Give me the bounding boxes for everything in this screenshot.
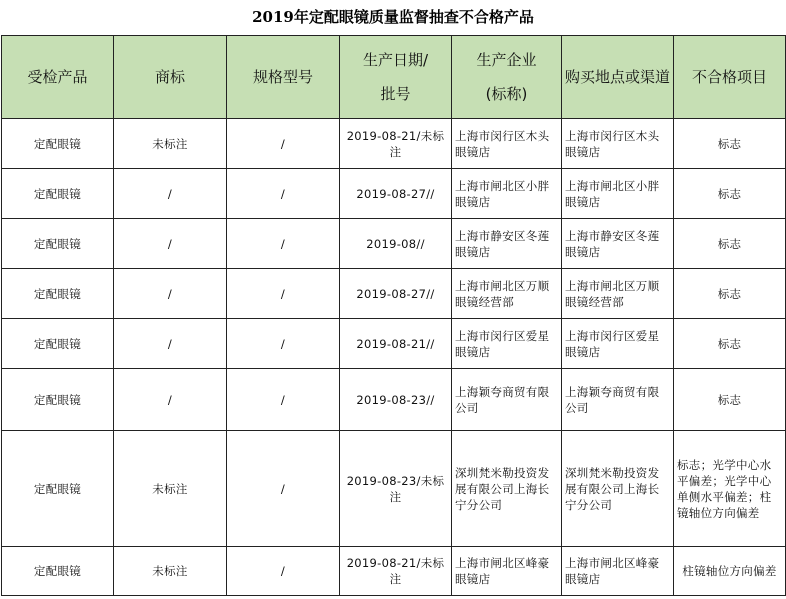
table-row (2, 119, 786, 169)
header-date-line2: 批号 (380, 85, 411, 103)
table-row (2, 219, 786, 269)
cell-date: 2019-08-21/未标注 (340, 547, 452, 596)
cell-issue: 柱镜轴位方向偏差 (674, 547, 786, 596)
cell-spec: / (227, 431, 340, 547)
cell-product: 定配眼镜 (2, 219, 114, 269)
cell-issue: 标志 (674, 169, 786, 219)
cell-product: 定配眼镜 (2, 547, 114, 596)
cell-maker: 上海市闵行区爱星眼镜店 (452, 319, 562, 369)
cell-spec: / (227, 547, 340, 596)
cell-maker: 上海市闸北区万顺眼镜经营部 (452, 269, 562, 319)
cell-maker: 上海市静安区冬莲眼镜店 (452, 219, 562, 269)
nonconforming-products-table (1, 35, 786, 596)
cell-channel: 上海市静安区冬莲眼镜店 (562, 219, 674, 269)
cell-spec: / (227, 269, 340, 319)
cell-brand: 未标注 (114, 431, 227, 547)
cell-date: 2019-08-23// (340, 369, 452, 431)
cell-issue: 标志；光学中心水平偏差；光学中心单侧水平偏差；柱镜轴位方向偏差 (674, 431, 786, 547)
cell-product: 定配眼镜 (2, 169, 114, 219)
header-issue: 不合格项目 (674, 36, 786, 119)
table-row (2, 369, 786, 431)
cell-brand: / (114, 169, 227, 219)
header-spec: 规格型号 (227, 36, 340, 119)
cell-product: 定配眼镜 (2, 369, 114, 431)
header-date-line1: 生产日期/ (362, 51, 429, 69)
table-row (2, 547, 786, 596)
header-brand: 商标 (114, 36, 227, 119)
cell-brand: / (114, 369, 227, 431)
cell-channel: 上海市闸北区峰豪眼镜店 (562, 547, 674, 596)
cell-channel: 上海市闵行区木头眼镜店 (562, 119, 674, 169)
table-row (2, 169, 786, 219)
cell-maker: 深圳梵米勒投资发展有限公司上海长宁分公司 (452, 431, 562, 547)
cell-channel: 深圳梵米勒投资发展有限公司上海长宁分公司 (562, 431, 674, 547)
cell-maker: 上海市闸北区小胖眼镜店 (452, 169, 562, 219)
header-maker-line1: 生产企业 (476, 51, 537, 69)
cell-date: 2019-08-27// (340, 169, 452, 219)
cell-spec: / (227, 369, 340, 431)
header-date (340, 36, 452, 119)
cell-brand: 未标注 (114, 547, 227, 596)
cell-maker: 上海市闸北区峰豪眼镜店 (452, 547, 562, 596)
cell-brand: / (114, 319, 227, 369)
cell-channel: 上海颖夸商贸有限公司 (562, 369, 674, 431)
cell-spec: / (227, 319, 340, 369)
cell-product: 定配眼镜 (2, 269, 114, 319)
cell-channel: 上海市闸北区小胖眼镜店 (562, 169, 674, 219)
header-product: 受检产品 (2, 36, 114, 119)
cell-spec: / (227, 169, 340, 219)
table-row (2, 431, 786, 547)
cell-date: 2019-08-21// (340, 319, 452, 369)
cell-channel: 上海市闸北区万顺眼镜经营部 (562, 269, 674, 319)
cell-issue: 标志 (674, 269, 786, 319)
header-maker (452, 36, 562, 119)
cell-maker: 上海市闵行区木头眼镜店 (452, 119, 562, 169)
table-row (2, 319, 786, 369)
page-title: 2019年定配眼镜质量监督抽查不合格产品 (252, 8, 534, 26)
header-row (2, 36, 786, 119)
cell-brand: / (114, 219, 227, 269)
cell-date: 2019-08-27// (340, 269, 452, 319)
cell-channel: 上海市闵行区爱星眼镜店 (562, 319, 674, 369)
cell-issue: 标志 (674, 119, 786, 169)
cell-brand: / (114, 269, 227, 319)
cell-date: 2019-08// (340, 219, 452, 269)
cell-issue: 标志 (674, 219, 786, 269)
cell-product: 定配眼镜 (2, 319, 114, 369)
cell-date: 2019-08-21/未标注 (340, 119, 452, 169)
cell-issue: 标志 (674, 319, 786, 369)
cell-product: 定配眼镜 (2, 119, 114, 169)
cell-brand: 未标注 (114, 119, 227, 169)
header-maker-line2: (标称) (485, 85, 528, 103)
cell-spec: / (227, 219, 340, 269)
cell-date: 2019-08-23/未标注 (340, 431, 452, 547)
cell-maker: 上海颖夸商贸有限公司 (452, 369, 562, 431)
cell-issue: 标志 (674, 369, 786, 431)
cell-product: 定配眼镜 (2, 431, 114, 547)
table-row (2, 269, 786, 319)
header-channel: 购买地点或渠道 (562, 36, 674, 119)
cell-spec: / (227, 119, 340, 169)
